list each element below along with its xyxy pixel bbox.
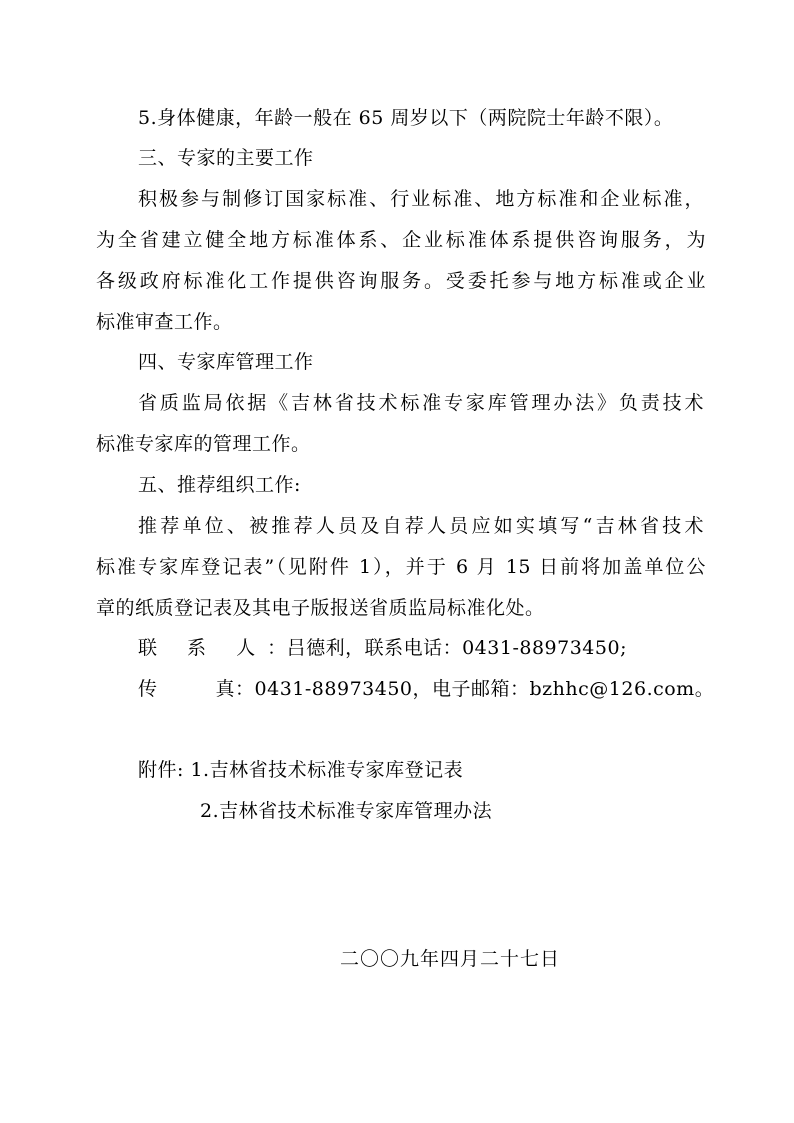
section-5-line-3: 章的纸质登记表及其电子版报送省质监局标准化处。 bbox=[96, 597, 545, 619]
attachments-label: 附件: bbox=[138, 759, 184, 781]
fax-label-char-1: 传 bbox=[138, 678, 158, 700]
section-3-line-2: 为全省建立健全地方标准体系、企业标准体系提供咨询服务，为 bbox=[96, 229, 706, 251]
contact-person-value: ：吕德利，联系电话：0431-88973450; bbox=[267, 637, 627, 659]
section-4-line-1: 省质监局依据《吉林省技术标准专家库管理办法》负责技术 bbox=[138, 392, 704, 414]
fax-label-char-2: 真 bbox=[215, 678, 236, 700]
document-date: 二〇〇九年四月二十七日 bbox=[340, 948, 561, 970]
section-3-line-1: 积极参与制修订国家标准、行业标准、地方标准和企业标准， bbox=[138, 188, 704, 210]
attachment-item-2: 2.吉林省技术标准专家库管理办法 bbox=[200, 800, 493, 822]
section-5-heading: 五、推荐组织工作: bbox=[138, 474, 301, 496]
section-4-heading: 四、专家库管理工作 bbox=[138, 351, 314, 373]
section-3-line-4: 标准审查工作。 bbox=[96, 311, 233, 333]
section-4-line-2: 标准专家库的管理工作。 bbox=[96, 433, 311, 455]
attachments-line-1 bbox=[138, 758, 748, 782]
contact-person-line bbox=[138, 636, 748, 660]
section-3-heading: 三、专家的主要工作 bbox=[138, 147, 314, 169]
section-5-line-2: 标准专家库登记表”（见附件 1），并于 6 月 15 日前将加盖单位公 bbox=[96, 556, 706, 578]
contact-person-label: 联 系 人 bbox=[138, 637, 268, 659]
fax-email-value: ：0431-88973450，电子邮箱：bzhhc@126.com。 bbox=[235, 678, 715, 700]
section-5-line-1: 推荐单位、被推荐人员及自荐人员应如实填写“吉林省技术 bbox=[138, 515, 704, 537]
section-3-line-3: 各级政府标准化工作提供咨询服务。受委托参与地方标准或企业 bbox=[96, 270, 706, 292]
contact-fax-line bbox=[138, 677, 748, 701]
item-5-health-age: 5.身体健康，年龄一般在 65 周岁以下（两院院士年龄不限）。 bbox=[138, 107, 674, 129]
attachment-item-1: 1.吉林省技术标准专家库登记表 bbox=[190, 759, 464, 781]
